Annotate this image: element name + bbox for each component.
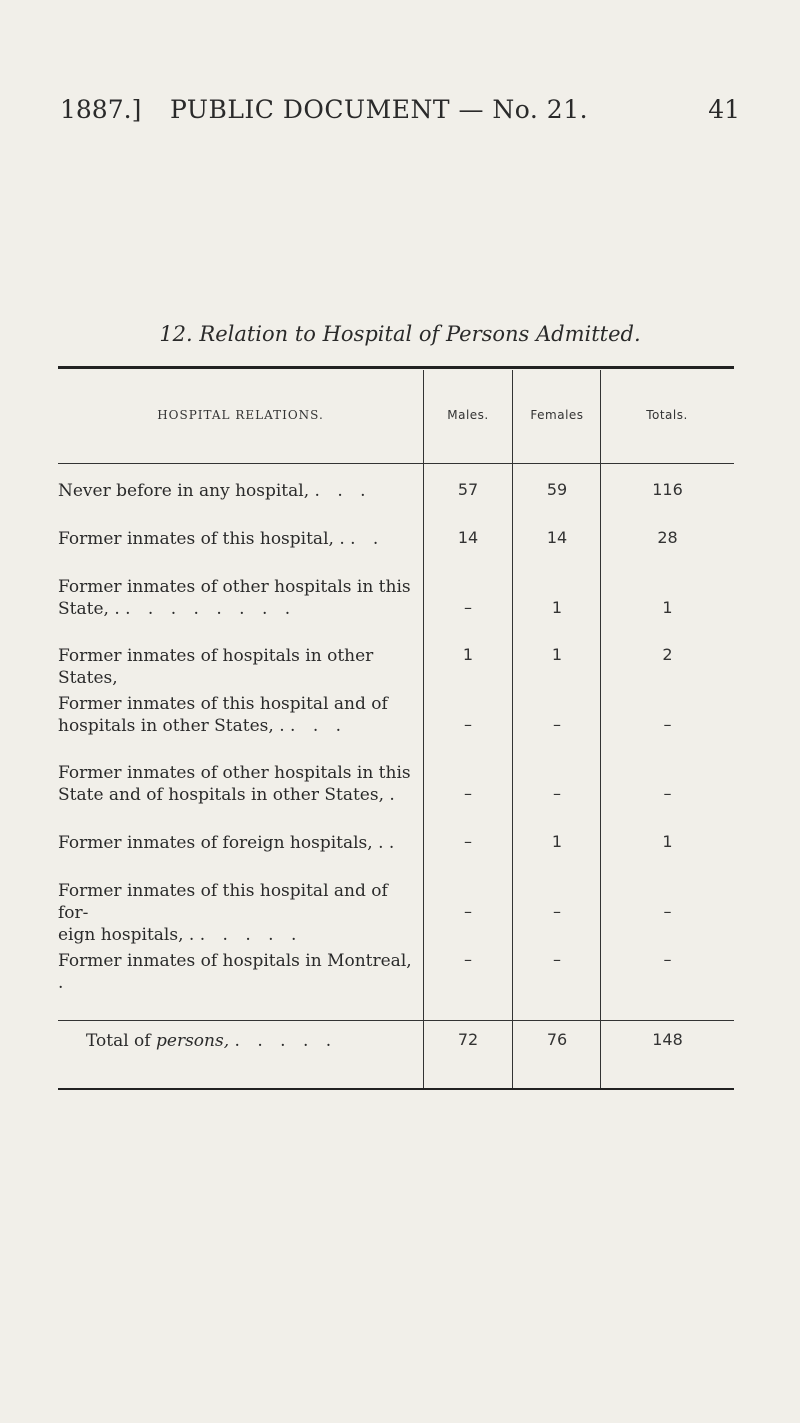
row-label: Former inmates of hospitals in Montreal, . [58, 951, 412, 993]
row-label: Former inmates of foreign hospitals, . . [58, 833, 401, 853]
cell-females: 1 [551, 832, 563, 851]
row-label: Former inmates of this hospital and of for- eign hospitals, . . . . . . [58, 881, 388, 945]
cell-females: – [553, 715, 561, 734]
cell-females: – [553, 902, 561, 921]
cell-totals: 28 [657, 528, 678, 547]
cell-females: – [553, 784, 561, 803]
cell-totals: 148 [652, 1030, 683, 1049]
header-rule [58, 463, 734, 464]
column-header-relations: HOSPITAL RELATIONS. [157, 408, 324, 422]
cell-males: 57 [457, 480, 479, 499]
cell-males: 14 [457, 528, 479, 547]
cell-totals: – [663, 950, 672, 969]
row-label: Former inmates of other hospitals in this State and of hospitals in other States, . [58, 763, 411, 805]
cell-males: – [464, 950, 472, 969]
cell-totals: – [663, 784, 672, 803]
cell-males: – [464, 598, 472, 617]
header-year: 1887.] [60, 95, 142, 124]
cell-males: – [464, 784, 472, 803]
cell-males: – [464, 715, 472, 734]
cell-females: 14 [546, 528, 568, 547]
column-header-females: Females [530, 408, 584, 422]
cell-totals: 2 [662, 645, 673, 664]
total-rule [58, 1020, 734, 1021]
row-label: Former inmates of this hospital, . . . [58, 529, 385, 549]
cell-totals: – [663, 902, 672, 921]
row-label: Never before in any hospital, . . . [58, 481, 372, 501]
bottom-rule [58, 1088, 734, 1090]
cell-totals: 116 [652, 480, 683, 499]
cell-totals: 1 [662, 832, 673, 851]
cell-males: – [464, 902, 472, 921]
cell-totals: 1 [662, 598, 673, 617]
header-title: PUBLIC DOCUMENT — No. 21. [170, 95, 589, 124]
total-label: Total of persons, . . . . . [86, 1031, 338, 1051]
row-label: Former inmates of this hospital and of hospitals in other States, . . . . [58, 694, 388, 736]
row-label: Former inmates of hospitals in other States, [58, 646, 374, 688]
cell-females: 59 [546, 480, 568, 499]
page-header [60, 95, 740, 135]
cell-males: 72 [457, 1030, 479, 1049]
cell-females: 76 [546, 1030, 568, 1049]
column-header-males: Males. [447, 408, 489, 422]
cell-males: – [464, 832, 472, 851]
top-rule [58, 366, 734, 369]
cell-totals: – [663, 715, 672, 734]
cell-females: – [553, 950, 561, 969]
cell-males: 1 [462, 645, 474, 664]
cell-females: 1 [551, 598, 563, 617]
page-number: 41 [708, 95, 740, 124]
row-label: Former inmates of other hospitals in this State, . . . . . . . . . [58, 577, 411, 619]
column-header-totals: Totals. [646, 408, 688, 422]
cell-females: 1 [551, 645, 563, 664]
table-title: 12. Relation to Hospital of Persons Admitted. [159, 322, 641, 346]
